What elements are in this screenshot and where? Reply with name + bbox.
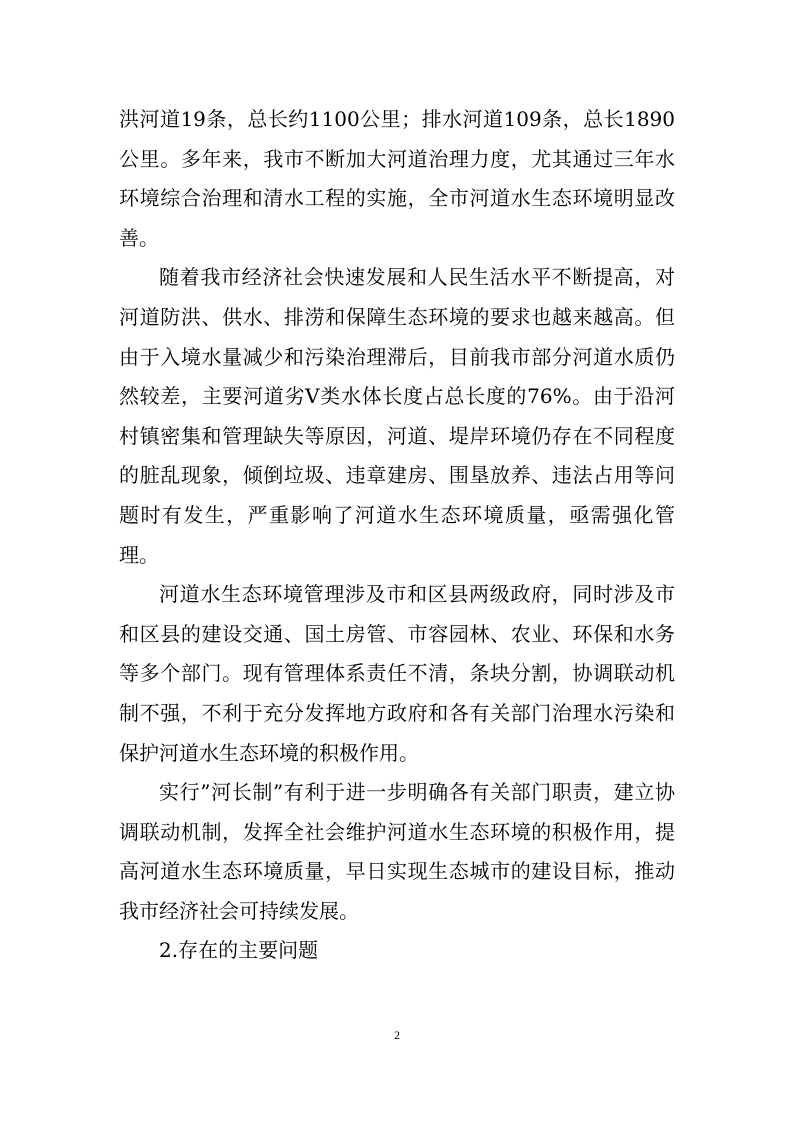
section-heading: 2.存在的主要问题 (159, 938, 319, 963)
page-number: 2 (394, 1028, 400, 1042)
paragraph-continued: 洪河道19条，总长约1100公里；排水河道109条，总长1890公里。多年来，我市不断加大河道治理力度，尤其通过三年水环境综合治理和清水工程的实施，全市河道水生态环境明显改善。 (119, 107, 675, 250)
paragraph-management-system: 河道水生态环境管理涉及市和区县两级政府，同时涉及市和区县的建设交通、国土房管、市容园林、农业、环保和水务等多个部门。现有管理体系责任不清，条块分割，协调联动机制不强，不利于充分发挥地方政府和各有关部门治理水污染和保护河道水生态环境的积极作用。 (119, 582, 675, 765)
paragraph-development-and-problems: 随着我市经济社会快速发展和人民生活水平不断提高，对河道防洪、供水、排涝和保障生态环境的要求也越来越高。但由于入境水量减少和污染治理滞后，目前我市部分河道水质仍然较差，主要河道劣Ⅴ类水体长度占总长度的76%。由于沿河村镇密集和管理缺失等原因，河道、堤岸环境仍存在不同程度的脏乱现象，倾倒垃圾、违章建房、围垦放养、违法占用等问题时有发生，严重影响了河道水生态环境质量，亟需强化管理。 (119, 265, 675, 567)
document-body (119, 100, 675, 971)
paragraph-river-chief-system: 实行”河长制”有利于进一步明确各有关部门职责，建立协调联动机制，发挥全社会维护河道水生态环境的积极作用，提高河道水生态环境质量，早日实现生态城市的建设目标，推动我市经济社会可持续发展。 (119, 780, 675, 923)
